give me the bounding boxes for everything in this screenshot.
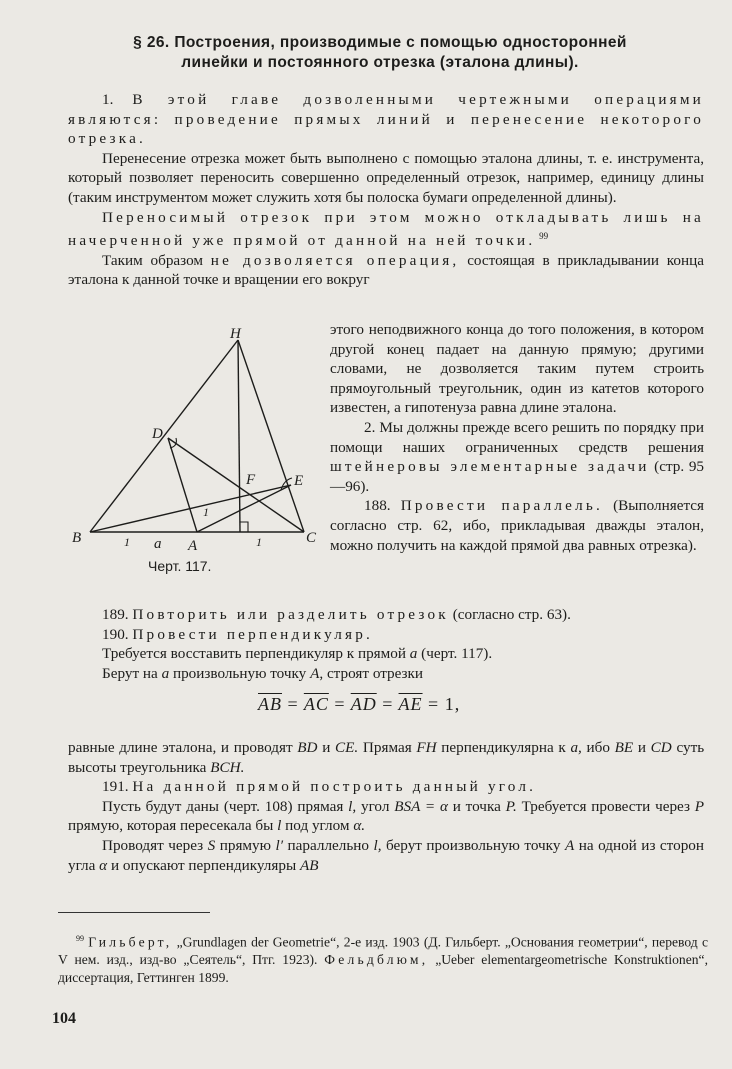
paragraph-4: Таким образом не дозволяется операция, состоящая в прикладывании конца эталона к данной точке и вращении его вокруг (68, 251, 705, 289)
problem-190-text-3: равные длине эталона, и проводят BD и CE. Прямая FH перпендикулярна к a, ибо BE и CD суть высоты треугольника BCH. (68, 739, 705, 776)
problem-191-text-1: Пусть будут даны (черт. 108) прямая l, угол BSA = α и точка P. Требуется провести через P прямую, которая пересекала бы l под углом α. (68, 797, 705, 835)
label-one-ab: 1 (124, 535, 130, 549)
figure-caption: Черт. 117. (148, 558, 212, 574)
footnote (58, 930, 708, 986)
problem-191: 191. На данной прямой построить данный угол. (102, 778, 537, 796)
paragraph-3: Переносимый отрезок при этом можно откладывать лишь на начерченной уже прямой от данной на ней точки. $^{99}$ (68, 208, 704, 250)
label-f: F (246, 472, 256, 488)
label-c: C (306, 530, 317, 546)
continuation-block (68, 738, 704, 875)
wrapped-text (330, 320, 704, 555)
section-heading (80, 33, 680, 73)
heading-line-2: линейки и постоянного отрезка (эталона длины). (181, 54, 579, 71)
problem-190-text-1: Требуется восставить перпендикуляр к прямой a (черт. 117). (102, 645, 493, 663)
seg-ae (197, 485, 291, 532)
page-number: 104 (52, 1010, 76, 1027)
problem-190: 190. Провести перпендикуляр. (102, 625, 373, 643)
label-d: D (152, 426, 163, 442)
problem-191-text-2: Проводят через S прямую l′ параллельно l, берут произвольную точку A на одной из сторон угла α и опускают перпендикуляры AB (68, 836, 705, 874)
label-a-line: a (154, 536, 162, 552)
label-one-ac: 1 (256, 535, 262, 549)
problem-190-text-2: Берут на a произвольную точку A, строят отрезки (102, 664, 424, 682)
footnote-rule (58, 912, 210, 913)
paragraph-1: 1. В этой главе дозволенными чертежными операциями являются: проведение прямых линий и перенесение некоторого отрезка. (68, 91, 704, 148)
figure-117 (60, 320, 328, 552)
label-h: H (230, 326, 241, 342)
formula: $\overline{AB} = \overline{AC} = \overline{AD} = \overline{AE} = 1$, (258, 694, 461, 714)
problem-189: 189. Повторить или разделить отрезок (согласно стр. 63). (102, 606, 571, 623)
label-e: E (294, 473, 304, 489)
intro-block (68, 90, 704, 290)
wrap-paragraph-188: 188. Провести параллель. (Выполняется согласно стр. 62, ибо, прикладывая дважды эталон, можно получить на каждой прямой два равных отрезка). (330, 497, 705, 554)
footnote-text: $^{99}$ Гильберт, „Grundlagen der Geometrie“, 2-е изд. 1903 (Д. Гильберт. „Основания геометрии“, перевод с V нем. изд., изд-во „Сеятель“, Птг. 1923). Фельдблюм, „Ueber elementargeometrische Konstruktionen“, диссертация, Геттинген 1899. (58, 934, 708, 985)
heading-line-1: § 26. Построения, производимые с помощью односторонней (133, 34, 627, 51)
problems-block (68, 605, 704, 683)
footnote-ref: 99 (539, 231, 549, 242)
side-hc (238, 340, 304, 532)
label-b: B (72, 530, 82, 546)
label-one-inner: 1 (203, 505, 209, 519)
paragraph-2: Перенесение отрезка может быть выполнено с помощью эталона длины, т. е. инструмента, который позволяет переносить совершенно определенный отрезок, например, единицу длины (таким инструментом может служить хотя бы полоска бумаги определенной длины). (68, 149, 704, 206)
label-a-point: A (188, 538, 198, 552)
wrap-paragraph-1: этого неподвижного конца до того положения, в котором другой конец падает на данную прямую; другими словами, не дозволяется таким путем строить прямоугольный треугольник, один из катетов которого известен, а гипотенуза равна длине эталона. (330, 321, 704, 417)
line-fh (238, 340, 240, 532)
seg-ad (168, 438, 197, 532)
wrap-paragraph-2: 2. Мы должны прежде всего решить по порядку при помощи наших ограниченных средств решения штейнеровы элементарные задачи (стр. 95—96). (330, 418, 705, 495)
